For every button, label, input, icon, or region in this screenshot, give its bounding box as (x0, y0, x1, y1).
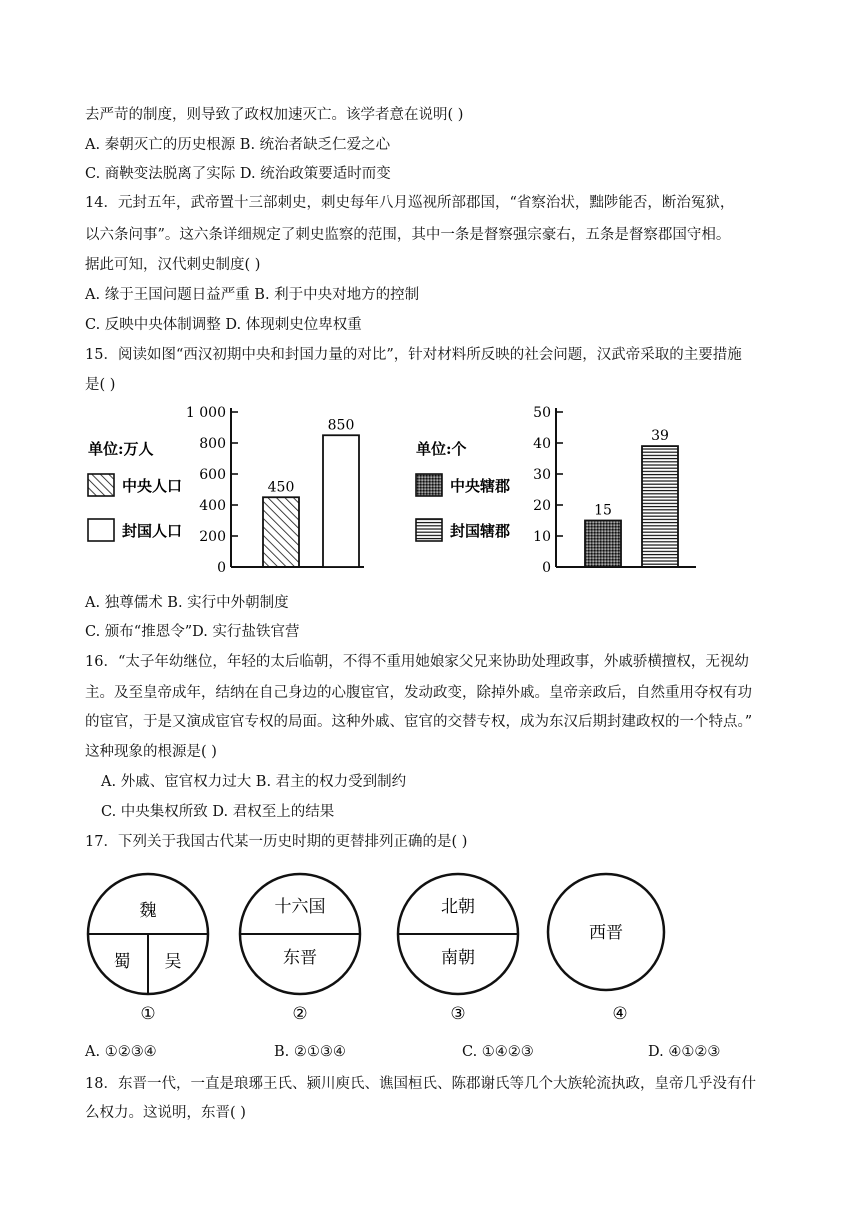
y-tick-label: 50 (533, 405, 551, 421)
q15-line1: 15．阅读如图“西汉初期中央和封国力量的对比”，针对材料所反映的社会问题，汉武帝采取的主要措施 (85, 347, 742, 363)
bar (585, 521, 621, 568)
y-tick-label: 40 (533, 436, 551, 452)
q17-option-a: A. ①②③④ (85, 1044, 157, 1060)
bar (323, 435, 359, 567)
q14-options-cd: C. 反映中央体制调整 D. 体现刺史位卑权重 (85, 317, 362, 333)
q16-line1: 16．“太子年幼继位，年轻的太后临朝，不得不重用她娘家父兄来协助处理政事，外戚骄横擅权，无视幼 (85, 654, 749, 670)
bar (263, 497, 299, 567)
q13-options-ab: A. 秦朝灭亡的历史根源 B. 统治者缺乏仁爱之心 (85, 137, 391, 153)
legend-swatch (88, 519, 114, 541)
y-tick-label: 800 (199, 436, 226, 452)
circle-4-number: ④ (612, 1004, 628, 1024)
q14-line1: 14．元封五年，武帝置十三部刺史，刺史每年八月巡视所部郡国，“省察治状，黜陟能否，断治冤狱， (85, 195, 735, 211)
circle-2-number: ② (292, 1004, 308, 1024)
q17-dynasty-circles-figure (0, 860, 868, 1025)
q17-option-d: D. ④①②③ (648, 1044, 721, 1060)
y-tick-label: 600 (199, 467, 226, 483)
legend-label: 封国辖郡 (450, 522, 511, 540)
circle-4-center-label: 西晋 (589, 923, 623, 943)
circle-3-top-label: 北朝 (441, 897, 475, 917)
y-tick-label: 20 (533, 498, 551, 514)
legend-label: 中央辖郡 (450, 477, 511, 495)
circle-1-top-label: 魏 (139, 901, 157, 921)
circle-2-top-label: 十六国 (274, 897, 326, 917)
q16-line3: 的宦官，于是又演成宦官专权的局面。这种外戚、宦官的交替专权，成为东汉后期封建政权的一个特点。” (85, 714, 753, 730)
circle-1 (88, 874, 208, 1024)
q15-options-cd: C. 颁布“推恩令”D. 实行盐铁官营 (85, 624, 300, 640)
q13-line1: 去严苛的制度，则导致了政权加速灭亡。该学者意在说明( ) (85, 107, 464, 123)
legend-swatch (88, 474, 114, 496)
legend-label: 中央人口 (122, 477, 183, 495)
circle-4 (548, 874, 664, 1024)
unit-label: 单位:万人 (88, 440, 154, 458)
q16-line2: 主。及至皇帝成年，结纳在自己身边的心腹宦官，发动政变，除掉外戚。皇帝亲政后，自然重用夺权有功 (85, 685, 752, 701)
q14-line3: 据此可知，汉代刺史制度( ) (85, 257, 261, 273)
legend-swatch (416, 474, 442, 496)
q17-line1: 17．下列关于我国古代某一历史时期的更替排列正确的是( ) (85, 834, 468, 850)
y-tick-label: 200 (199, 529, 226, 545)
q17-option-b: B. ②①③④ (274, 1044, 346, 1060)
y-tick-label: 10 (533, 529, 551, 545)
circle-1-bottom-right-label: 吴 (164, 952, 182, 972)
y-tick-label: 0 (217, 560, 226, 576)
q18-line2: 么权力。这说明，东晋( ) (85, 1105, 246, 1121)
bar-value-label: 15 (594, 502, 612, 519)
q14-line2: 以六条问事”。这六条详细规定了刺史监察的范围，其中一条是督察强宗豪右，五条是督察郡国守相。 (85, 227, 731, 243)
y-tick-label: 0 (542, 560, 551, 576)
q16-options-ab: A. 外戚、宦官权力过大 B. 君主的权力受到制约 (101, 774, 407, 790)
unit-label: 单位:个 (416, 440, 467, 458)
q16-line4: 这种现象的根源是( ) (85, 744, 217, 760)
bar-value-label: 450 (267, 479, 295, 496)
q16-options-cd: C. 中央集权所致 D. 君权至上的结果 (101, 804, 335, 820)
circle-3-number: ③ (450, 1004, 466, 1024)
circle-3-bottom-label: 南朝 (441, 948, 475, 968)
circle-3 (398, 874, 518, 1024)
legend-label: 封国人口 (122, 522, 183, 540)
y-tick-label: 30 (533, 467, 551, 483)
q14-options-ab: A. 缘于王国问题日益严重 B. 利于中央对地方的控制 (85, 287, 420, 303)
circle-1-number: ① (140, 1004, 156, 1024)
bar-value-label: 39 (651, 428, 669, 445)
q18-line1: 18．东晋一代，一直是琅琊王氏、颍川庾氏、谯国桓氏、陈郡谢氏等几个大族轮流执政，皇帝几乎没有什 (85, 1076, 756, 1092)
circle-2 (240, 874, 360, 1024)
circle-1-bottom-left-label: 蜀 (113, 952, 131, 972)
bar-value-label: 850 (327, 417, 355, 434)
q15-line2: 是( ) (85, 377, 116, 393)
y-tick-label: 1 000 (185, 405, 226, 421)
circle-2-bottom-label: 东晋 (283, 948, 317, 968)
y-tick-label: 400 (199, 498, 226, 514)
q17-option-c: C. ①④②③ (462, 1044, 534, 1060)
legend-swatch (416, 519, 442, 541)
q13-options-cd: C. 商鞅变法脱离了实际 D. 统治政策要适时而变 (85, 166, 391, 182)
bar (642, 446, 678, 567)
q15-options-ab: A. 独尊儒术 B. 实行中外朝制度 (85, 595, 289, 611)
q15-charts-figure (0, 400, 868, 585)
